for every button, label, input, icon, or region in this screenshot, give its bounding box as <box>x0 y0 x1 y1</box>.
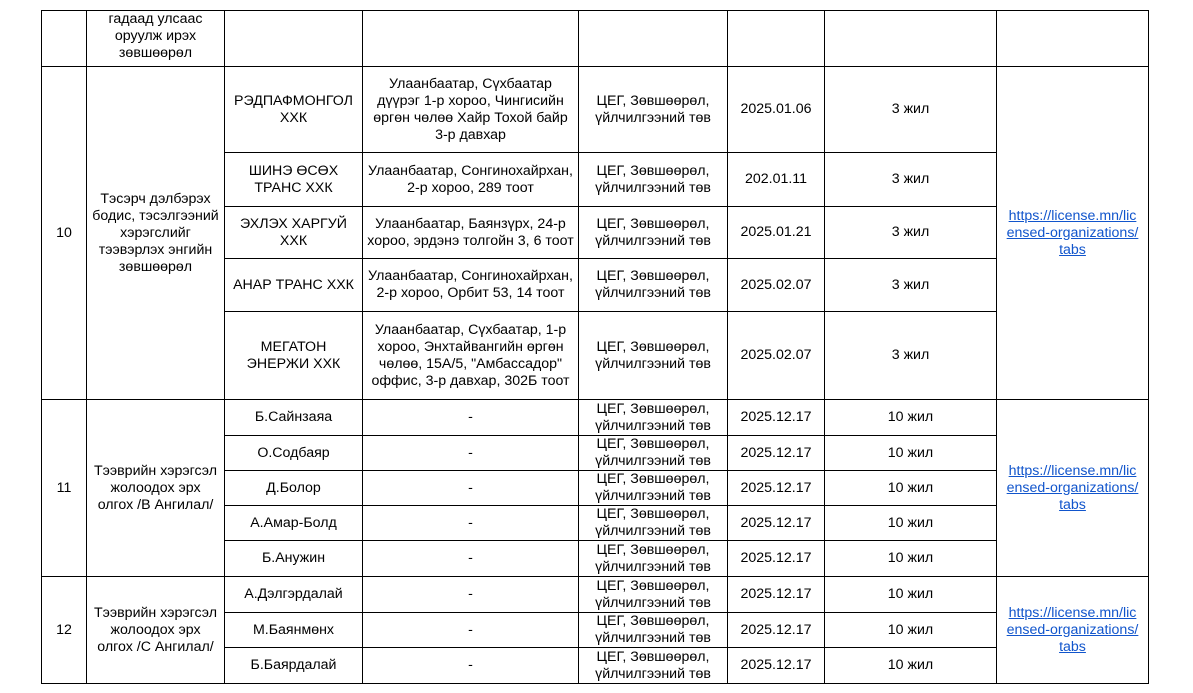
permit-type-cell: Тэсэрч дэлбэрэх бодис, тэсэлгээний хэрэгслийг тээвэрлэх энгийн зөвшөөрөл <box>87 67 225 400</box>
row-number-cell: 11 <box>42 400 87 577</box>
address-cell: - <box>363 613 579 648</box>
link-cell <box>997 577 1149 684</box>
address-cell: - <box>363 577 579 613</box>
validity-term-cell: 3 жил <box>825 312 997 400</box>
issuer-cell: ЦЕГ, Зөвшөөрөл, үйлчилгээний төв <box>579 648 728 684</box>
issue-date-cell: 2025.01.06 <box>728 67 825 153</box>
holder-name-cell: М.Баянмөнх <box>225 613 363 648</box>
issuer-cell: ЦЕГ, Зөвшөөрөл, үйлчилгээний төв <box>579 613 728 648</box>
holder-name-cell: А.Амар-Болд <box>225 506 363 541</box>
holder-name-cell <box>225 11 363 67</box>
address-cell: - <box>363 436 579 471</box>
holder-name-cell: РЭДПАФМОНГОЛ ХХК <box>225 67 363 153</box>
validity-term-cell: 10 жил <box>825 613 997 648</box>
issuer-cell: ЦЕГ, Зөвшөөрөл, үйлчилгээний төв <box>579 541 728 577</box>
issue-date-cell: 2025.12.17 <box>728 541 825 577</box>
validity-term-cell: 3 жил <box>825 153 997 207</box>
address-cell: - <box>363 541 579 577</box>
license-link[interactable]: https://license.mn/licensed-organizations/tabs <box>1006 207 1139 258</box>
row-number-cell <box>42 11 87 67</box>
issue-date-cell: 202.01.11 <box>728 153 825 207</box>
validity-term-cell: 3 жил <box>825 67 997 153</box>
issuer-cell: ЦЕГ, Зөвшөөрөл, үйлчилгээний төв <box>579 577 728 613</box>
holder-name-cell: Д.Болор <box>225 471 363 506</box>
issue-date-cell: 2025.02.07 <box>728 259 825 312</box>
issuer-cell: ЦЕГ, Зөвшөөрөл, үйлчилгээний төв <box>579 471 728 506</box>
address-cell: - <box>363 471 579 506</box>
validity-term-cell: 10 жил <box>825 506 997 541</box>
holder-name-cell: ШИНЭ ӨСӨХ ТРАНС ХХК <box>225 153 363 207</box>
holder-name-cell: ЭХЛЭХ ХАРГУЙ ХХК <box>225 207 363 259</box>
issuer-cell: ЦЕГ, Зөвшөөрөл, үйлчилгээний төв <box>579 259 728 312</box>
license-link[interactable]: https://license.mn/licensed-organizations/tabs <box>1006 604 1139 655</box>
row-number-cell: 10 <box>42 67 87 400</box>
table-row <box>42 577 1149 613</box>
validity-term-cell: 3 жил <box>825 207 997 259</box>
holder-name-cell: А.Дэлгэрдалай <box>225 577 363 613</box>
permit-type-cell: Тээврийн хэрэгсэл жолоодох эрх олгох /С Ангилал/ <box>87 577 225 684</box>
issue-date-cell: 2025.12.17 <box>728 471 825 506</box>
address-cell: Улаанбаатар, Сонгинохайрхан, 2-р хороо, 289 тоот <box>363 153 579 207</box>
issuer-cell: ЦЕГ, Зөвшөөрөл, үйлчилгээний төв <box>579 67 728 153</box>
issuer-cell: ЦЕГ, Зөвшөөрөл, үйлчилгээний төв <box>579 207 728 259</box>
holder-name-cell: Б.Сайнзаяа <box>225 400 363 436</box>
table-row <box>42 67 1149 153</box>
validity-term-cell: 10 жил <box>825 400 997 436</box>
issue-date-cell: 2025.12.17 <box>728 613 825 648</box>
permits-table <box>41 10 1149 684</box>
issue-date-cell: 2025.12.17 <box>728 506 825 541</box>
issuer-cell: ЦЕГ, Зөвшөөрөл, үйлчилгээний төв <box>579 312 728 400</box>
address-cell <box>363 11 579 67</box>
table-row <box>42 11 1149 67</box>
issuer-cell: ЦЕГ, Зөвшөөрөл, үйлчилгээний төв <box>579 436 728 471</box>
license-link[interactable]: https://license.mn/licensed-organizations/tabs <box>1006 462 1139 513</box>
address-cell: Улаанбаатар, Сүхбаатар дүүрэг 1-р хороо, Чингисийн өргөн чөлөө Хайр Тохой байр 3-р давхар <box>363 67 579 153</box>
validity-term-cell: 10 жил <box>825 541 997 577</box>
holder-name-cell: Б.Анужин <box>225 541 363 577</box>
address-cell: - <box>363 648 579 684</box>
issuer-cell: ЦЕГ, Зөвшөөрөл, үйлчилгээний төв <box>579 153 728 207</box>
issue-date-cell: 2025.12.17 <box>728 577 825 613</box>
link-cell <box>997 400 1149 577</box>
validity-term-cell: 3 жил <box>825 259 997 312</box>
validity-term-cell: 10 жил <box>825 577 997 613</box>
issue-date-cell: 2025.12.17 <box>728 648 825 684</box>
issue-date-cell: 2025.01.21 <box>728 207 825 259</box>
validity-term-cell: 10 жил <box>825 471 997 506</box>
link-cell <box>997 67 1149 400</box>
holder-name-cell: МЕГАТОН ЭНЕРЖИ ХХК <box>225 312 363 400</box>
issue-date-cell: 2025.12.17 <box>728 400 825 436</box>
link-cell <box>997 11 1149 67</box>
issue-date-cell: 2025.12.17 <box>728 436 825 471</box>
validity-term-cell <box>825 11 997 67</box>
validity-term-cell: 10 жил <box>825 648 997 684</box>
table-row <box>42 400 1149 436</box>
address-cell: - <box>363 400 579 436</box>
issuer-cell: ЦЕГ, Зөвшөөрөл, үйлчилгээний төв <box>579 506 728 541</box>
address-cell: Улаанбаатар, Сүхбаатар, 1-р хороо, Энхтайвангийн өргөн чөлөө, 15А/5, "Амбассадор" оффис, 3-р давхар, 302Б тоот <box>363 312 579 400</box>
issue-date-cell: 2025.02.07 <box>728 312 825 400</box>
holder-name-cell: О.Содбаяр <box>225 436 363 471</box>
address-cell: Улаанбаатар, Баянзүрх, 24-р хороо, эрдэнэ толгойн 3, 6 тоот <box>363 207 579 259</box>
permit-type-cell: гадаад улсаас оруулж ирэх зөвшөөрөл <box>87 11 225 67</box>
address-cell: - <box>363 506 579 541</box>
permit-type-cell: Тээврийн хэрэгсэл жолоодох эрх олгох /В Ангилал/ <box>87 400 225 577</box>
issuer-cell: ЦЕГ, Зөвшөөрөл, үйлчилгээний төв <box>579 400 728 436</box>
holder-name-cell: АНАР ТРАНС ХХК <box>225 259 363 312</box>
row-number-cell: 12 <box>42 577 87 684</box>
issuer-cell <box>579 11 728 67</box>
validity-term-cell: 10 жил <box>825 436 997 471</box>
issue-date-cell <box>728 11 825 67</box>
address-cell: Улаанбаатар, Сонгинохайрхан, 2-р хороо, Орбит 53, 14 тоот <box>363 259 579 312</box>
holder-name-cell: Б.Баярдалай <box>225 648 363 684</box>
